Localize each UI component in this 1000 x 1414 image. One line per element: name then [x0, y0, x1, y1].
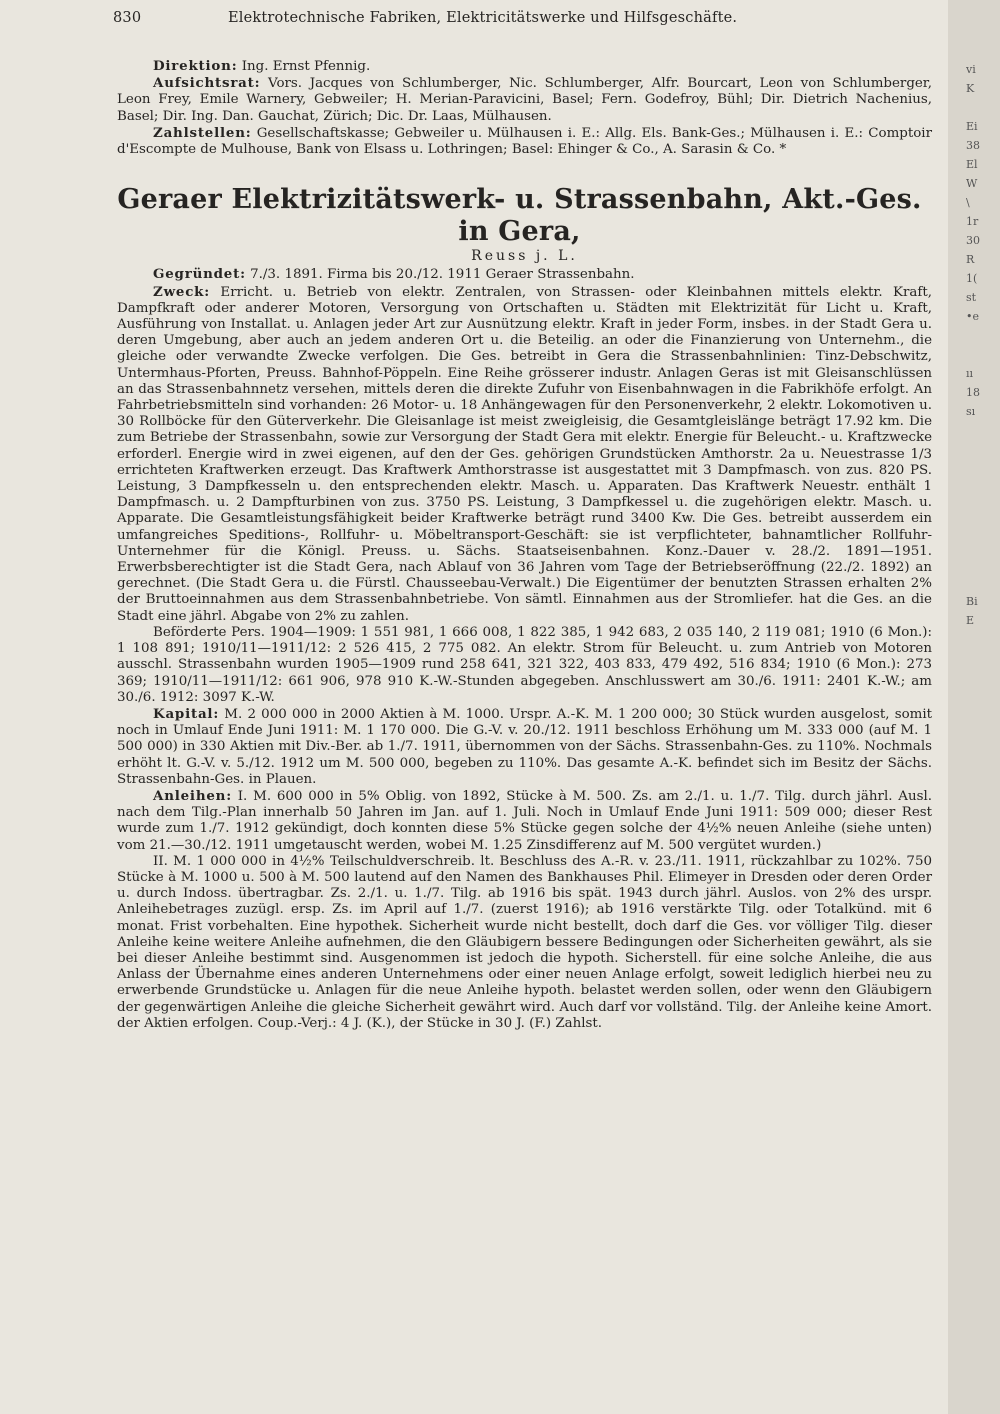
kapital-entry — [117, 706, 932, 788]
company-title: Geraer Elektrizitätswerk- u. Strassenbahn, Akt.-Ges. in Gera, — [117, 184, 922, 248]
margin-fragment — [966, 725, 1000, 744]
margin-fragment — [966, 1067, 1000, 1086]
kapital-label: Kapital: — [153, 705, 220, 722]
margin-fragment — [966, 1086, 1000, 1105]
margin-fragment: Bi — [966, 595, 978, 608]
margin-fragment — [966, 1200, 1000, 1219]
direktion-entry — [117, 58, 932, 75]
margin-fragment — [966, 820, 1000, 839]
margin-fragment — [966, 915, 1000, 934]
margin-fragment — [966, 421, 1000, 440]
kapital-text: M. 2 000 000 in 2000 Aktien à M. 1000. Urspr. A.-K. M. 1 200 000; 30 Stück wurden ausgelost, somit noch in Umlauf Ende Juni 1911: M. 1 170 000. Die G.-V. v. 20./12. 1911 beschloss Erhöhung um M. 333 000 (auf M. 1 500 000) in 330 Aktien mit Div.-Ber. ab 1./7. 1911, übernommen von der Sächs. Strassenbahn-Ges. zu 110%. Nochmals erhöht lt. G.-V. v. 5./12. 1912 um M. 500 000, begeben zu 110%. Das gesamte A.-K. befindet sich im Besitz der Sächs. Strassenbahn-Ges. in Plauen. — [117, 706, 932, 787]
margin-fragment: 30 — [966, 234, 980, 247]
margin-fragment — [966, 516, 1000, 535]
margin-fragment — [966, 478, 1000, 497]
company-location: Reuss j. L. — [471, 248, 578, 265]
margin-fragment: st — [966, 291, 977, 304]
margin-fragment: sı — [966, 405, 976, 418]
margin-fragment — [966, 1314, 1000, 1333]
margin-fragment — [966, 953, 1000, 972]
margin-fragment — [966, 839, 1000, 858]
margin-fragment — [966, 1295, 1000, 1314]
margin-fragment — [966, 630, 1000, 649]
zweck-entry — [117, 284, 932, 625]
margin-fragment — [966, 497, 1000, 516]
margin-fragment — [966, 1181, 1000, 1200]
margin-fragment — [966, 459, 1000, 478]
margin-fragment — [966, 573, 1000, 592]
margin-fragment — [966, 326, 1000, 345]
adjacent-page-fragments — [966, 60, 1000, 1352]
margin-fragment: 1r — [966, 215, 979, 228]
margin-fragment — [966, 1105, 1000, 1124]
margin-fragment: 18 — [966, 386, 980, 399]
margin-fragment: Ei — [966, 120, 978, 133]
page-number: 830 — [113, 10, 142, 26]
margin-fragment — [966, 877, 1000, 896]
befoerderte-entry — [117, 625, 932, 706]
margin-fragment — [966, 554, 1000, 573]
margin-fragment: \ — [966, 196, 970, 209]
margin-fragment — [966, 1219, 1000, 1238]
running-head-title: Elektrotechnische Fabriken, Elektricitätswerke und Hilfsgeschäfte. — [228, 10, 738, 26]
margin-fragment — [966, 687, 1000, 706]
margin-fragment — [966, 1257, 1000, 1276]
gegruendet-label: Gegründet: — [153, 266, 246, 283]
margin-fragment — [966, 1143, 1000, 1162]
margin-fragment: E — [966, 614, 975, 627]
margin-fragment: vi — [966, 63, 976, 76]
margin-fragment — [966, 934, 1000, 953]
margin-fragment: R — [966, 253, 975, 266]
margin-fragment: 38 — [966, 139, 980, 152]
direktion-label: Direktion: — [153, 58, 238, 74]
margin-fragment — [966, 345, 1000, 364]
margin-fragment: K — [966, 82, 975, 95]
gegruendet-text: 7./3. 1891. Firma bis 20./12. 1911 Geraer Strassenbahn. — [250, 267, 635, 283]
zahlstellen-entry — [117, 125, 932, 158]
margin-fragment — [966, 744, 1000, 763]
aufsichtsrat-label: Aufsichtsrat: — [153, 75, 261, 92]
margin-fragment — [966, 98, 1000, 117]
margin-fragment — [966, 858, 1000, 877]
page-content — [113, 8, 932, 1032]
margin-fragment — [966, 991, 1000, 1010]
margin-fragment: •e — [966, 310, 979, 323]
margin-fragment: ıı — [966, 367, 974, 380]
befoerderte-text: Beförderte Pers. 1904—1909: 1 551 981, 1 666 008, 1 822 385, 1 942 683, 2 035 140, 2 119 081; 1910 (6 Mon.): 1 108 891; 1910/11—1911/12: 2 526 415, 2 775 082. An elektr. Strom für Beleucht. u. zum Antrieb von Motoren ausschl. Strassenbahn wurden 1905—1909 rund 258 641, 321 322, 403 833, 479 492, 516 834; 1910 (6 Mon.): 273 369; 1910/11—1911/12: 661 906, 978 910 K.-W.-Stunden abgegeben. Anschlusswert am 30./6. 1911: 2401 K.-W.; am 30./6. 1912: 3097 K.-W. — [117, 624, 932, 705]
margin-fragment: El — [966, 158, 978, 171]
margin-fragment — [966, 1238, 1000, 1257]
zahlstellen-label: Zahlstellen: — [153, 124, 252, 141]
aufsichtsrat-text: Vors. Jacques von Schlumberger, Nic. Schlumberger, Alfr. Bourcart, Leon von Schlumberger, Leon Frey, Emile Warnery, Gebweiler; H. Merian-Paravicini, Basel; Fern. Godefroy, Bühl; Dir. Dietrich Nachenius, Basel; Dir. Ing. Dan. Gauchat, Zürich; Dic. Dr. Laas, Mülhausen. — [117, 76, 932, 124]
running-head — [113, 8, 932, 28]
margin-fragment — [966, 1276, 1000, 1295]
anleihe-two-entry — [117, 854, 932, 1032]
margin-fragment — [966, 668, 1000, 687]
margin-fragment — [966, 1124, 1000, 1143]
gegruendet-entry — [117, 266, 932, 283]
anleihen-text: I. M. 600 000 in 5% Oblig. von 1892, Stücke à M. 500. Zs. am 2./1. u. 1./7. Tilg. durch jährl. Ausl. nach dem Tilg.-Plan innerhalb 50 Jahren im Jan. auf 1. Juli. Noch in Umlauf Ende Juni 1911: 509 000; dieser Rest wurde zum 1./7. 1912 gekündigt, doch konnten diese 5% Stücke gegen solche der 4½% neuen Anleihe (siehe unten) vom 21.—30./12. 1911 umgetauscht werden, wobei M. 1.25 Zinsdifferenz auf M. 500 vergütet wurden.) — [117, 788, 932, 853]
margin-fragment — [966, 1029, 1000, 1048]
anleihe-two-text: II. M. 1 000 000 in 4½% Teilschuldverschreib. lt. Beschluss des A.-R. v. 23./11. 1911, rückzahlbar zu 102%. 750 Stücke à M. 1000 u. 500 à M. 500 lautend auf den Namen des Bankhauses Phil. Elimeyer in Dresden oder deren Order u. durch Indoss. übertragbar. Zs. 2./1. u. 1./7. Tilg. ab 1916 bis spät. 1943 durch jährl. Auslos. von 2% des urspr. Anleihebetrages zuzügl. ersp. Zs. im April auf 1./7. (zuerst 1916); ab 1916 verstärkte Tilg. oder Totalkünd. mit 6 monat. Frist vorbehalten. Eine hypothek. Sicherheit wurde nicht bestellt, doch darf die Ges. vor völliger Tilg. dieser Anleihe keine weitere Anleihe aufnehmen, die den Gläubigern bessere Bedingungen oder Sicherheiten gewährt, als sie bei dieser Anleihe bestimmt sind. Ausgenommen ist jedoch die hypoth. Sicherstell. für eine solche Anleihe, die aus Anlass der Übernahme eines anderen Unternehmens oder einer neuen Anlage erfolgt, soweit lediglich hierbei neu zu erwerbende Grundstücke u. Anlagen für die neue Anleihe hypoth. belastet werden sollen, oder wenn den Gläubigern der gegenwärtigen Anleihe die gleiche Sicherheit gewährt wird. Auch darf vor vollständ. Tilg. der Anleihe keine Amort. der Aktien erfolgen. Coup.-Verj.: 4 J. (K.), der Stücke in 30 J. (F.) Zahlst. — [117, 853, 932, 1031]
margin-fragment — [966, 535, 1000, 554]
aufsichtsrat-entry — [117, 75, 932, 125]
margin-fragment — [966, 1162, 1000, 1181]
margin-fragment — [966, 972, 1000, 991]
margin-fragment — [966, 1048, 1000, 1067]
zahlstellen-text: Gesellschaftskasse; Gebweiler u. Mülhausen i. E.: Allg. Els. Bank-Ges.; Mülhausen i. E.: Comptoir d'Escompte de Mulhouse, Bank von Elsass u. Lothringen; Basel: Ehinger & Co., A. Sarasin & Co. * — [117, 125, 932, 158]
margin-fragment: 1( — [966, 272, 978, 285]
margin-fragment — [966, 1010, 1000, 1029]
margin-fragment — [966, 706, 1000, 725]
margin-fragment — [966, 801, 1000, 820]
margin-fragment — [966, 782, 1000, 801]
zweck-label: Zweck: — [153, 283, 210, 300]
margin-fragment — [966, 1333, 1000, 1352]
margin-fragment — [966, 896, 1000, 915]
zweck-text: Erricht. u. Betrieb von elektr. Zentralen, von Strassen- oder Kleinbahnen mittels elektr. Kraft, Dampfkraft oder anderer Motoren, Versorgung von Ortschaften u. Städten mit Elektrizität für Licht u. Kraft, Ausführung von Installat. u. Anlagen jeder Art zur Ausnützung elektr. Kraft in jeder Form, insbes. in der Stadt Gera u. deren Umgebung, aber auch an jedem anderen Ort u. die Beteilig. an oder die Finanzierung von Unternehm., die gleiche oder verwandte Zwecke verfolgen. Die Ges. betreibt in Gera die Strassenbahnlinien: Tinz-Debschwitz, Untermhaus-Pforten, Preuss. Bahnhof-Pöppeln. Eine Reihe grösserer industr. Anlagen Geras ist mit Gleisanschlüssen an das Strassenbahnnetz versehen, mittels deren die direkte Zufuhr von Eisenbahnwagen in die Fabrikhöfe erfolgt. An Fahrbetriebsmitteln sind vorhanden: 26 Motor- u. 18 Anhängewagen für den Personenverkehr, 2 elektr. Lokomotiven u. 30 Rollböcke für den Güterverkehr. Die Gleisanlage ist meist zweigleisig, die Gesamtgleislänge beträgt 17.92 km. Die zum Betriebe der Strassenbahn, sowie zur Versorgung der Stadt Gera mit elektr. Energie für Beleucht.- u. Kraftzwecke erforderl. Energie wird in zwei eigenen, auf den der Ges. gehörigen Grundstücken Amthorstr. 2a u. Neuestrasse 1/3 errichteten Kraftwerken erzeugt. Das Kraftwerk Amthorstrasse ist ausgestattet mit 3 Dampfmasch. von zus. 820 PS. Leistung, 3 Dampfkesseln u. den entsprechenden elektr. Masch. u. Apparaten. Das Kraftwerk Neuestr. enthält 1 Dampfmasch. u. 2 Dampfturbinen von zus. 3750 PS. Leistung, 3 Dampfkessel u. die zugehörigen elektr. Masch. u. Apparate. Die Gesamtleistungsfähigkeit beider Kraftwerke beträgt rund 3400 Kw. Die Ges. betreibt ausserdem ein umfangreiches Speditions-, Rollfuhr- u. Möbeltransport-Geschäft: sie ist verpflichteter, bahnamtlicher Rollfuhr-Unternehmer für die Königl. Preuss. u. Sächs. Staatseisenbahnen. Konz.-Dauer v. 28./2. 1891—1951. Erwerbsberechtigter ist die Stadt Gera, nach Ablauf von 36 Jahren vom Tage der Betriebseröffnung (22./2. 1892) an gerechnet. (Die Stadt Gera u. die Fürstl. Chausseebau-Verwalt.) Die Eigentümer der benutzten Strassen erhalten 2% der Bruttoeinnahmen aus dem Strassenbahnbetriebe. Von sämtl. Einnahmen aus der Stromliefer. hat die Ges. an die Stadt eine jährl. Abgabe von 2% zu zahlen. — [117, 284, 932, 624]
direktion-text: Ing. Ernst Pfennig. — [241, 59, 371, 74]
anleihen-label: Anleihen: — [153, 787, 232, 804]
anleihen-entry — [117, 788, 932, 854]
margin-fragment — [966, 763, 1000, 782]
margin-fragment — [966, 649, 1000, 668]
margin-fragment: W — [966, 177, 978, 190]
margin-fragment — [966, 440, 1000, 459]
